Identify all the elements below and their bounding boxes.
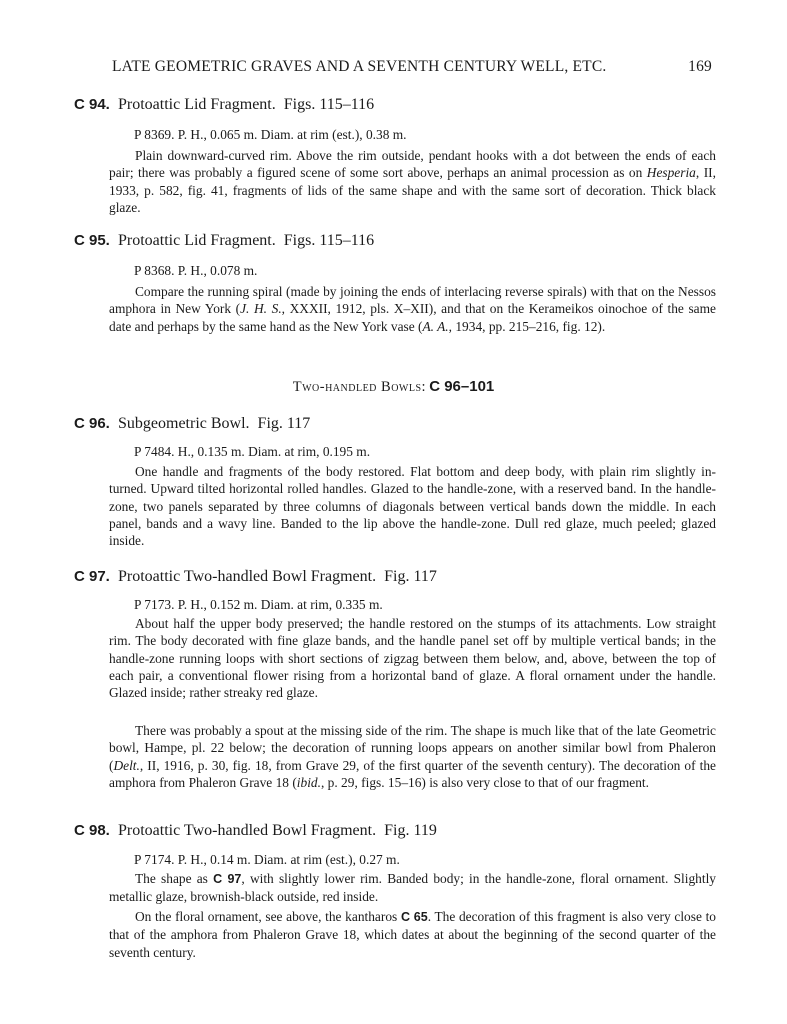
cross-reference: C 65: [400, 910, 428, 924]
paragraph: [109, 870, 716, 906]
catalogue-number: C 96.: [74, 415, 110, 432]
entry-heading: [74, 232, 374, 250]
entry-heading: [74, 822, 437, 840]
text: On the floral ornament, see above, the kantharos: [135, 909, 401, 924]
italic-reference: A. A.: [422, 318, 449, 334]
text: , II, 1933, p. 582, fig. 41, fragments of lids of the same shape and with the same sort of decoration. Thick black glaze.: [109, 165, 716, 215]
paragraph: [109, 147, 716, 216]
text: , 1934, pp. 215–216, fig. 12).: [448, 318, 606, 334]
figure-reference: Figs. 115–116: [283, 232, 375, 249]
section-colon: :: [421, 379, 426, 395]
page-number: 169: [688, 58, 712, 75]
italic-reference: Delt.: [113, 757, 140, 773]
paragraph: One handle and fragments of the body restored. Flat bottom and deep body, with plain rim slightly in-turned. Upward tilted horizontal rolled handles. Glazed to the handle-zone, with a reserved band. In the handle-zone, two panels separated by three columns of diagonals between vertical bands down the middle. In each panel, bands and a wavy line. Banded to the lip above the handle-zone. Dull red glaze, much peeled; glazed inside.: [109, 464, 716, 549]
entry-title: Subgeometric Bowl.: [118, 415, 250, 432]
text: Compare the running spiral (made by joining the ends of interlacing reverse spirals) with that on the Nessos amphora in New York (: [109, 284, 716, 317]
paragraph: [109, 283, 716, 335]
text: , with slightly lower rim. Banded body; in the handle-zone, floral ornament. Slightly metallic glaze, brownish-black outside, red inside.: [109, 871, 716, 905]
figure-reference: Fig. 117: [384, 568, 437, 585]
entry-heading: [74, 568, 437, 586]
specimen-line: P 7174. P. H., 0.14 m. Diam. at rim (est.), 0.27 m.: [134, 852, 400, 867]
section-heading: [0, 378, 787, 396]
text: , p. 29, figs. 15–16) is also very close to that of our fragment.: [320, 774, 649, 790]
catalogue-number: C 97.: [74, 568, 110, 585]
text: Plain downward-curved rim. Above the rim outside, pendant hooks with a dot between the ends of each pair; there was probably a figured scene of some sort above, perhaps an animal procession as on: [109, 148, 716, 181]
entry-heading: [74, 96, 374, 114]
text: There was probably a spout at the missing side of the rim. The shape is much like that of the late Geometric bowl, Hampe, pl. 22 below; the decoration of running loops appears on another similar bowl from Phaleron (: [109, 723, 716, 773]
entry-title: Protoattic Two-handled Bowl Fragment.: [118, 822, 377, 839]
running-head-title: LATE GEOMETRIC GRAVES AND A SEVENTH CENTURY WELL, ETC.: [112, 58, 607, 75]
italic-reference: Hesperia: [646, 165, 696, 181]
figure-reference: Figs. 115–116: [283, 96, 375, 113]
figure-reference: Fig. 119: [384, 822, 437, 839]
paragraph: About half the upper body preserved; the handle restored on the stumps of its attachments. Low straight rim. The body decorated with fine glaze bands, and the handle panel set off by multiple vertical bands; in the handle-zone running loops with short sections of zigzag between them below, and, above, between the top of each pair, a conventional flower rising from a horizontal band of glaze. A floral ornament under the handle. Glazed inside; rather streaky red glaze.: [109, 616, 716, 701]
specimen-line: P 7173. P. H., 0.152 m. Diam. at rim, 0.335 m.: [134, 597, 383, 612]
catalogue-number: C 98.: [74, 822, 110, 839]
entry-title: Protoattic Lid Fragment.: [118, 232, 276, 249]
specimen-line: P 7484. H., 0.135 m. Diam. at rim, 0.195 m.: [134, 444, 371, 459]
catalogue-number: C 95.: [74, 232, 110, 249]
text: , II, 1916, p. 30, fig. 18, from Grave 29, of the first quarter of the seventh century). The decoration of the amphora from Phaleron Grave 18 (: [109, 757, 716, 790]
specimen-line: P 8368. P. H., 0.078 m.: [134, 263, 258, 278]
italic-reference: J. H. S.: [240, 301, 282, 317]
cross-reference: C 97: [213, 872, 242, 886]
entry-title: Protoattic Lid Fragment.: [118, 96, 276, 113]
specimen-line: P 8369. P. H., 0.065 m. Diam. at rim (est.), 0.38 m.: [134, 127, 407, 142]
catalogue-number: C 94.: [74, 96, 110, 113]
entry-heading: [74, 415, 310, 433]
italic-reference: ibid.: [296, 774, 321, 790]
paragraph: [109, 722, 716, 791]
text: , XXXII, 1912, pls. X–XII), and that on the Kerameikos oinochoe of the same date and perhaps by the same hand as the New York vase (: [109, 301, 716, 334]
section-range: C 96–101: [429, 378, 495, 395]
entry-title: Protoattic Two-handled Bowl Fragment.: [118, 568, 377, 585]
figure-reference: Fig. 117: [257, 415, 311, 432]
running-head: [112, 58, 712, 80]
paragraph: [109, 908, 716, 961]
text: The shape as: [135, 871, 214, 886]
text: . The decoration of this fragment is also very close to that of the amphora from Phaleron Grave 18, which dates at about the beginning of the second quarter of the seventh century.: [109, 909, 716, 960]
section-title: Two-handled Bowls: [292, 379, 422, 395]
